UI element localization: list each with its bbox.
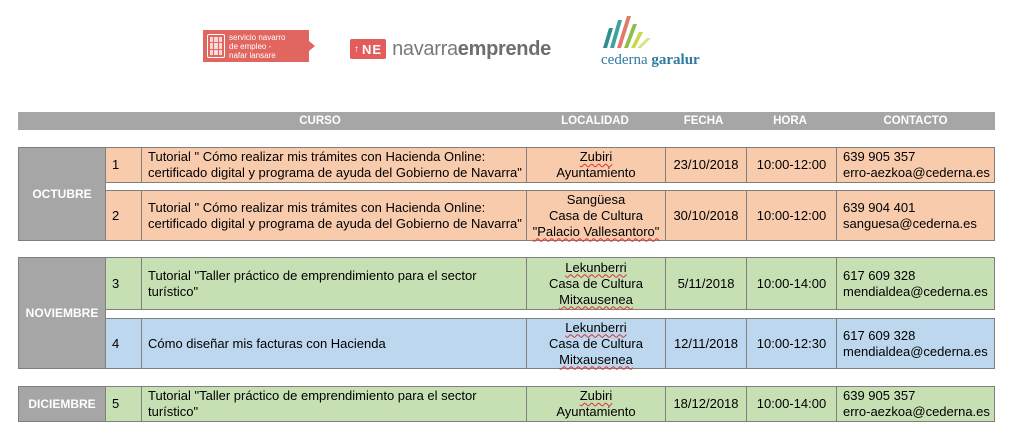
contact-cell [836,191,994,240]
course-line: Cómo diseñar mis facturas con Hacienda [148,335,386,351]
course-cell [141,319,526,368]
course-cell [141,191,526,240]
sne-logo-line3: nafar lansare [229,50,276,60]
location-line: Mitxausenea [559,351,633,367]
location-cell [526,258,665,309]
ne-logo-word-bold: emprende [457,37,551,60]
row-number: 2 [112,207,120,223]
row-number: 3 [112,275,120,291]
course-cell [141,387,526,421]
contact-phone: 617 609 328 [843,267,916,283]
course-line: Tutorial "Taller práctico de emprendimiento para el sector [148,267,477,283]
location-line: Zubiri [579,149,613,164]
sne-logo-line1: servicio navarro [229,32,286,42]
table-row [105,190,995,241]
course-line: turístico" [148,283,199,299]
contact-cell [836,319,994,368]
month-octubre: OCTUBRE [18,147,106,241]
contact-phone: 639 905 357 [843,388,916,403]
time-cell: 10:00-14:00 [746,258,836,309]
course-line: certificado digital y programa de ayuda del Gobierno de Navarra" [148,215,522,231]
location-line: Ayuntamiento [556,404,636,419]
contact-phone: 617 609 328 [843,327,916,343]
row-number: 4 [112,335,120,351]
contact-email: erro-aezkoa@cederna.es [843,404,990,419]
time-cell: 10:00-12:30 [746,319,836,368]
location-line: Ayuntamiento [556,165,636,180]
location-cell [526,387,665,421]
servicio-navarro-empleo-logo [203,30,309,62]
cederna-garalur-logo [599,14,709,70]
contact-email: mendialdea@cederna.es [843,283,988,299]
header-fecha: FECHA [683,115,724,127]
contact-cell [836,387,994,421]
cederna-logo-word-light: cederna [601,52,648,68]
header-contacto: CONTACTO [883,115,948,127]
time-cell: 10:00-14:00 [746,387,836,421]
table-row [105,257,995,310]
row-number: 1 [112,157,120,172]
ne-logo-word-light: navarra [392,37,458,60]
header-localidad: LOCALIDAD [561,115,629,127]
table-row [105,147,995,183]
course-cell [141,258,526,309]
contact-email: sanguesa@cederna.es [843,215,977,231]
table-row [105,386,995,422]
date-cell: 12/11/2018 [665,319,746,368]
arrow-icon [309,41,315,51]
time-cell: 10:00-12:00 [746,148,836,182]
contact-cell [836,148,994,182]
cederna-logo-word-bold: garalur [647,52,700,68]
month-diciembre: DICIEMBRE [18,386,106,422]
sne-logo-line2: de empleo - [229,41,272,51]
row-number: 5 [112,396,120,411]
header-hora: HORA [773,115,807,127]
location-line: Casa de Cultura [549,335,643,351]
location-line: Lekunberri [565,319,627,335]
month-noviembre: NOVIEMBRE [18,257,106,369]
contact-phone: 639 905 357 [843,149,916,164]
table-header [18,112,995,130]
contact-cell [836,258,994,309]
header-curso: CURSO [299,115,341,127]
location-line: Zubiri [579,388,613,403]
ne-badge-icon: ↑ NE [350,39,386,59]
location-line: Lekunberri [565,259,627,275]
cederna-bars-icon [601,14,653,50]
navarra-emprende-logo [350,36,551,62]
course-line: turístico" [148,404,199,419]
contact-email: mendialdea@cederna.es [843,343,988,359]
table-row [105,318,995,369]
date-cell: 30/10/2018 [665,191,746,240]
location-cell [526,191,665,240]
course-cell [141,148,526,182]
location-cell [526,148,665,182]
location-line: Casa de Cultura [549,275,643,291]
coat-of-arms-icon [207,34,225,58]
course-line: Tutorial "Taller práctico de emprendimiento para el sector [148,388,477,403]
course-line: certificado digital y programa de ayuda del Gobierno de Navarra" [148,165,522,180]
date-cell: 5/11/2018 [665,258,746,309]
location-line: Sangüesa [566,191,626,207]
contact-email: erro-aezkoa@cederna.es [843,165,990,180]
course-line: Tutorial " Cómo realizar mis trámites con Hacienda Online: [148,199,486,215]
time-cell: 10:00-12:00 [746,191,836,240]
date-cell: 23/10/2018 [665,148,746,182]
location-line: Mitxausenea [559,291,633,307]
location-cell [526,319,665,368]
location-line: Casa de Cultura [549,207,643,223]
location-line: "Palacio Vallesantoro" [532,223,660,239]
date-cell: 18/12/2018 [665,387,746,421]
contact-phone: 639 904 401 [843,199,916,215]
course-line: Tutorial " Cómo realizar mis trámites con Hacienda Online: [148,149,486,164]
